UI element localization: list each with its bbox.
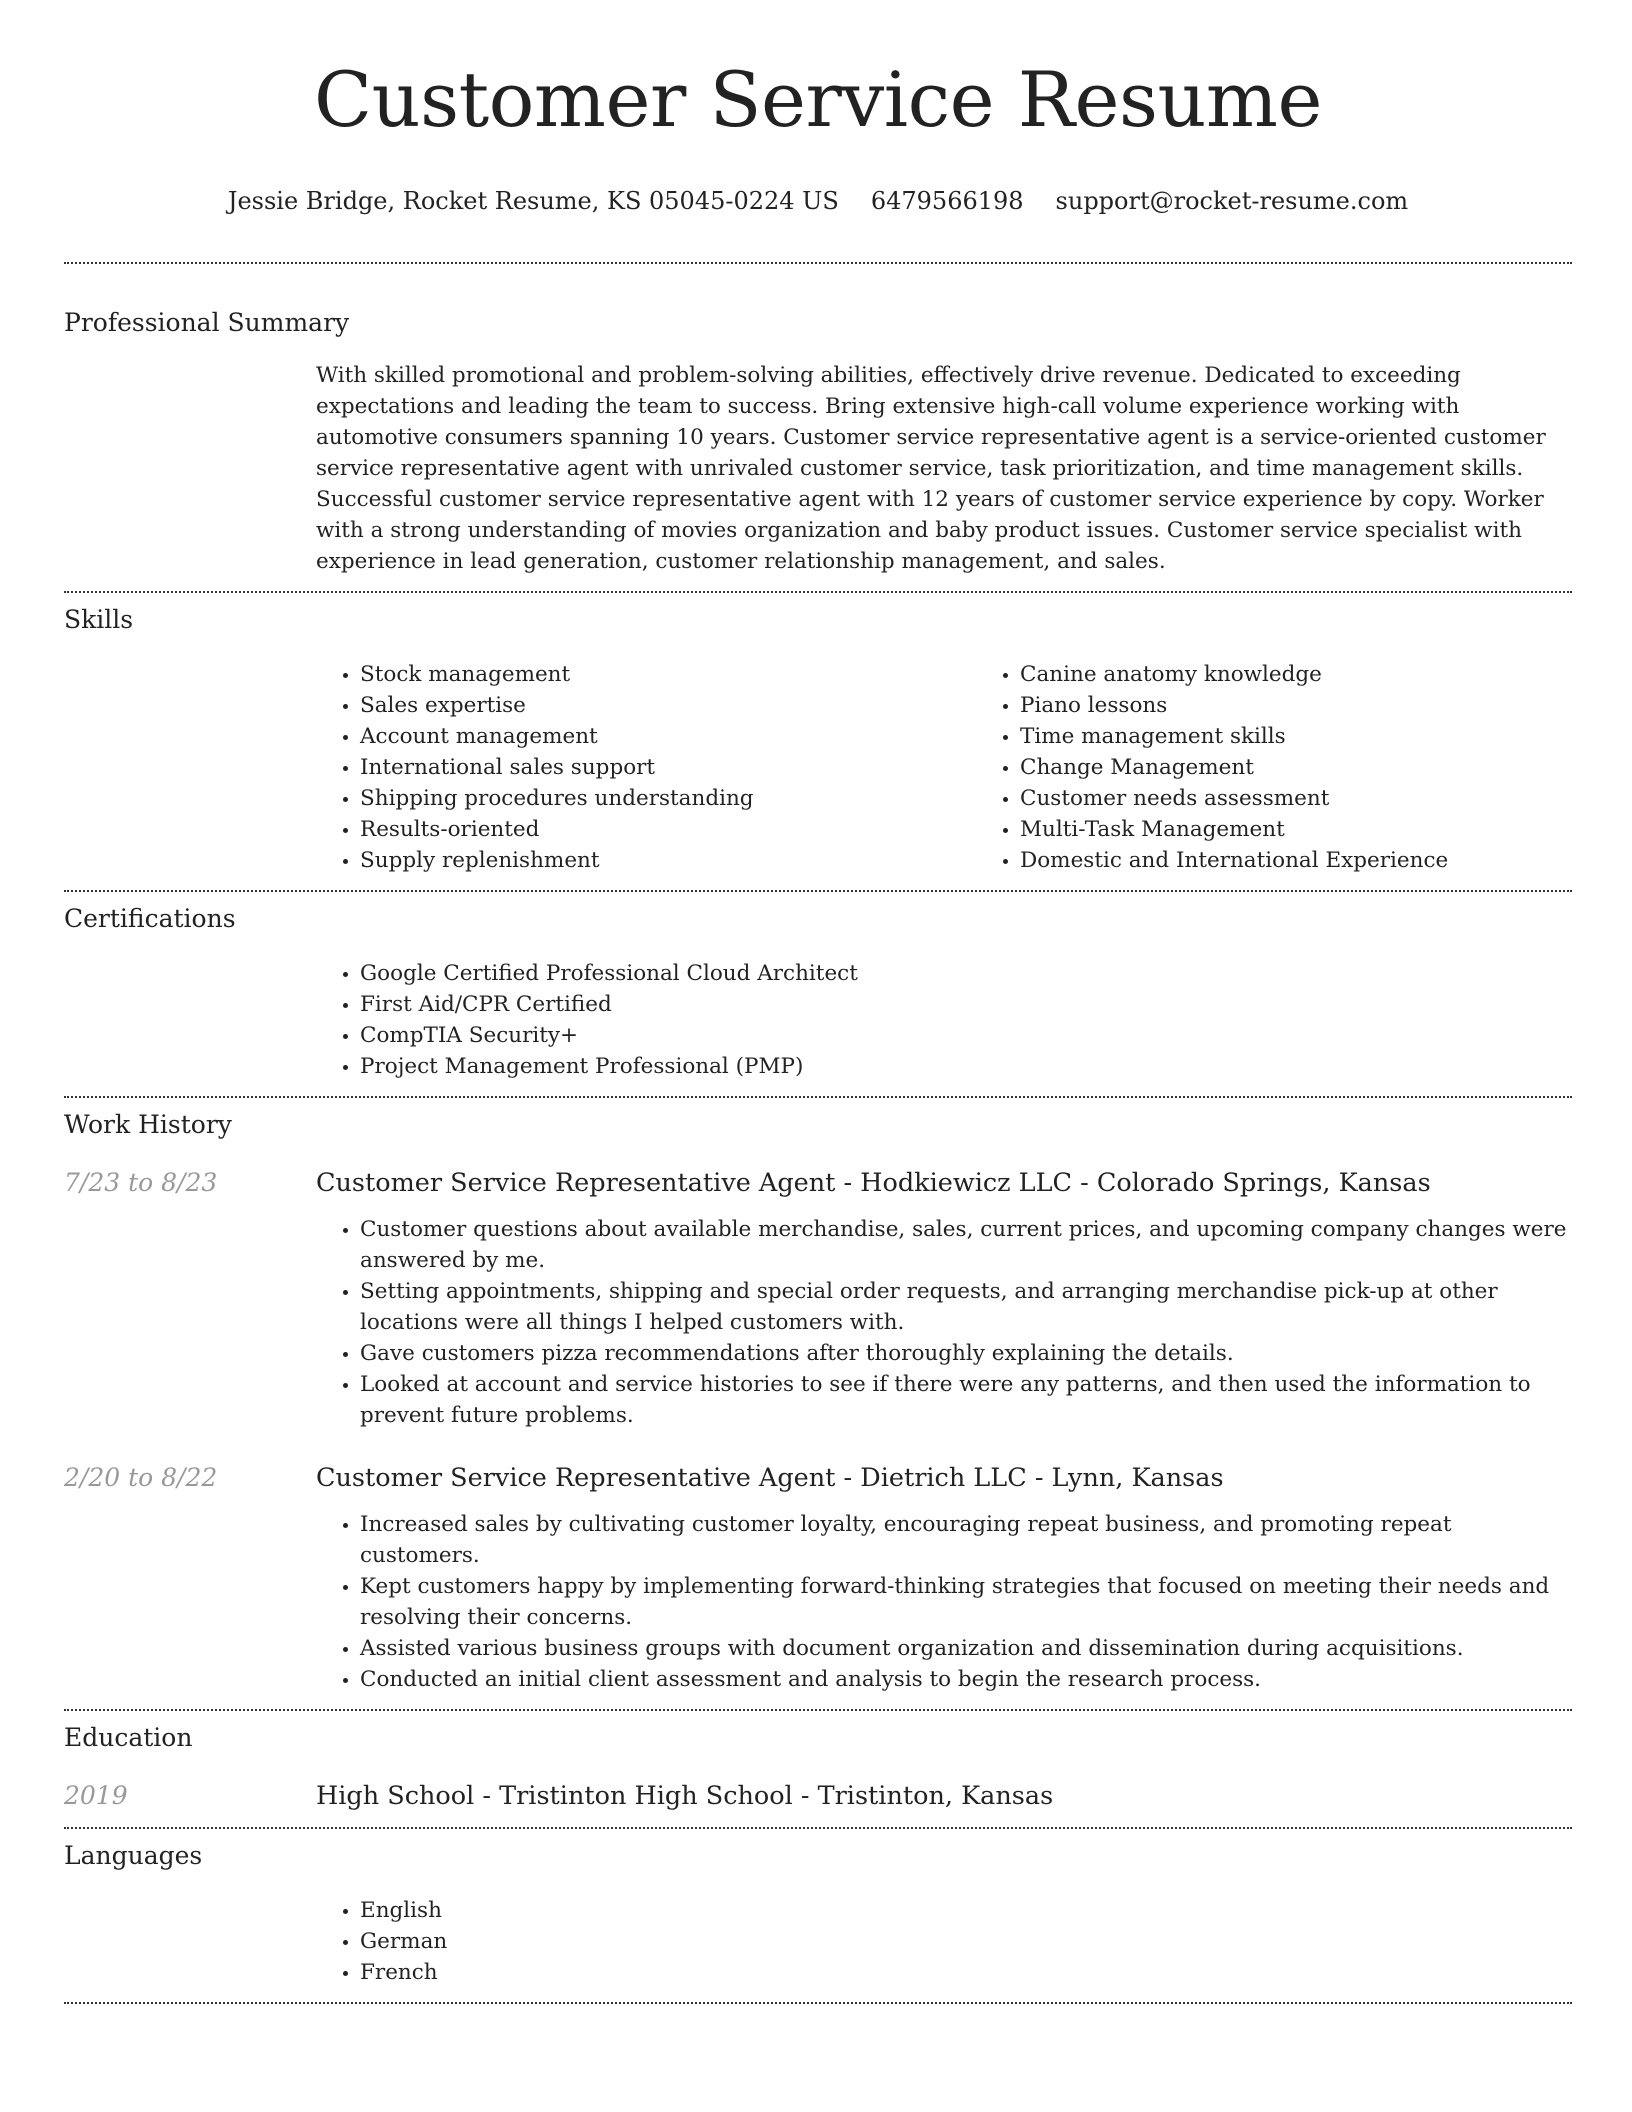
skill-item: • Canine anatomy knowledge [1020, 659, 1632, 690]
job-bullet: • Customer questions about available merchandise, sales, current prices, and upcoming company changes were answered by me. [360, 1214, 1572, 1276]
resume-title: Customer Service Resume [314, 55, 1322, 144]
certification-item: • Google Certified Professional Cloud Architect [360, 958, 1572, 989]
contact-line [64, 184, 1572, 218]
job-bullet: • Assisted various business groups with document organization and dissemination during acquisitions. [360, 1633, 1572, 1664]
languages-list [316, 1895, 1572, 1988]
job-date: 7/23 to 8/23 [64, 1168, 218, 1197]
job-bullet: • Setting appointments, shipping and special order requests, and arranging merchandise pick-up at other locations were all things I helped customers with. [360, 1276, 1572, 1338]
contact-address: Jessie Bridge, Rocket Resume, KS 05045-0224 US [227, 187, 839, 215]
contact-email: support@rocket-resume.com [1055, 187, 1409, 215]
language-item: • German [360, 1926, 1572, 1957]
section-divider [64, 1709, 1572, 1711]
skill-item: • Piano lessons [1020, 690, 1632, 721]
language-item: • English [360, 1895, 1572, 1926]
work-heading: Work History [64, 1110, 232, 1139]
job-details [316, 1509, 1572, 1695]
summary-section [316, 360, 1572, 577]
job-bullets [316, 1509, 1572, 1695]
job-bullet: • Gave customers pizza recommendations after thoroughly explaining the details. [360, 1338, 1572, 1369]
certification-item: • Project Management Professional (PMP) [360, 1051, 1572, 1082]
languages-heading: Languages [64, 1841, 203, 1870]
certifications-section [316, 958, 1572, 1082]
summary-heading: Professional Summary [64, 308, 350, 337]
job-title: Customer Service Representative Agent - Dietrich LLC - Lynn, Kansas [316, 1463, 1224, 1493]
skill-item: • Sales expertise [360, 690, 976, 721]
section-divider [64, 591, 1572, 593]
job-bullet: • Looked at account and service histories to see if there were any patterns, and then used the information to prevent future problems. [360, 1369, 1572, 1431]
certifications-heading: Certifications [64, 904, 236, 933]
education-title: High School - Tristinton High School - Tristinton, Kansas [316, 1781, 1054, 1811]
certification-item: • First Aid/CPR Certified [360, 989, 1572, 1020]
contact-phone: 6479566198 [870, 187, 1024, 215]
section-divider [64, 262, 1572, 264]
job-bullet: • Conducted an initial client assessment and analysis to begin the research process. [360, 1664, 1572, 1695]
job-date: 2/20 to 8/22 [64, 1463, 218, 1492]
section-divider [64, 1096, 1572, 1098]
skill-item: • Multi-Task Management [1020, 814, 1632, 845]
certification-item: • CompTIA Security+ [360, 1020, 1572, 1051]
skills-list [316, 659, 1572, 876]
skills-list-left [316, 659, 976, 876]
job-details [316, 1214, 1572, 1431]
skill-item: • Shipping procedures understanding [360, 783, 976, 814]
resume-page [64, 0, 1572, 2004]
skill-item: • International sales support [360, 752, 976, 783]
language-item: • French [360, 1957, 1572, 1988]
skill-item: • Time management skills [1020, 721, 1632, 752]
skill-item: • Stock management [360, 659, 976, 690]
certifications-list [316, 958, 1572, 1082]
skill-item: • Change Management [1020, 752, 1632, 783]
job-bullets [316, 1214, 1572, 1431]
languages-section [316, 1895, 1572, 1988]
skill-item: • Results-oriented [360, 814, 976, 845]
job-entry-header [64, 1461, 1572, 1495]
job-entry-header [64, 1166, 1572, 1200]
education-entry [64, 1779, 1572, 1813]
section-divider [64, 890, 1572, 892]
skill-item: • Account management [360, 721, 976, 752]
skill-item: • Domestic and International Experience [1020, 845, 1632, 876]
education-heading: Education [64, 1723, 193, 1752]
education-date: 2019 [64, 1781, 128, 1810]
section-divider [64, 2002, 1572, 2004]
section-divider [64, 1827, 1572, 1829]
skill-item: • Customer needs assessment [1020, 783, 1632, 814]
job-title: Customer Service Representative Agent - Hodkiewicz LLC - Colorado Springs, Kansas [316, 1168, 1431, 1198]
job-bullet: • Kept customers happy by implementing forward-thinking strategies that focused on meeting their needs and resolving their concerns. [360, 1571, 1572, 1633]
job-bullet: • Increased sales by cultivating customer loyalty, encouraging repeat business, and promoting repeat customers. [360, 1509, 1572, 1571]
skills-list-right [976, 659, 1632, 876]
skills-heading: Skills [64, 605, 134, 634]
summary-text: With skilled promotional and problem-solving abilities, effectively drive revenue. Dedicated to exceeding expectations and leading the team to success. Bring extensive high-call volume experience working with automotive consumers spanning 10 years. Customer service representative agent is a service-oriented customer service representative agent with unrivaled customer service, task prioritization, and time management skills. Successful customer service representative agent with 12 years of customer service experience by copy. Worker with a strong understanding of movies organization and baby product issues. Customer service specialist with experience in lead generation, customer relationship management, and sales. [316, 363, 1546, 574]
skill-item: • Supply replenishment [360, 845, 976, 876]
